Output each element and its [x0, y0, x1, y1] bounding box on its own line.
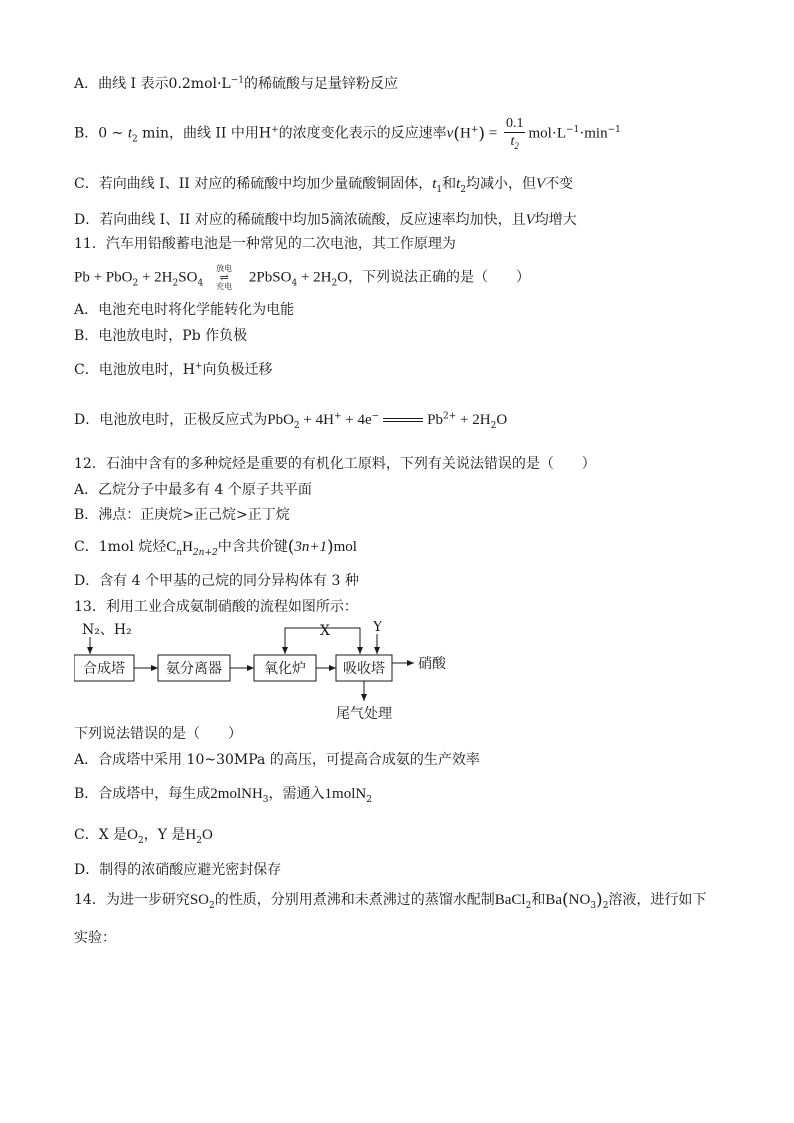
q11-equation: $Pb + PbO_2 + 2H_2SO_4$ 放电 ⇌ 充电 2PbSO$_4$ + $2H_2O$，下列说法正确的是（ ）	[74, 264, 531, 291]
q10-option-c: C．若向曲线 I、II 对应的稀硫酸中均加少量硫酸铜固体，$t_1$和$t_2$均减小，但V不变	[74, 176, 574, 195]
output-label: 硝酸	[418, 656, 446, 672]
q12-option-a: A．乙烷分子中最多有 4 个原子共平面	[74, 482, 312, 498]
q10-option-b: B．0 ~ $t_2$ min，曲线 II 中用H+的浓度变化表示的反应速率v(H+) = $\frac{0.1}{t_2}$ $mol\cdot L^{-1}\cdot\min^{-1}$	[74, 116, 621, 151]
q11-option-c: C．电池放电时，H+向负极迁移	[74, 361, 273, 378]
svg-text:吸收塔: 吸收塔	[343, 661, 385, 677]
q14-stem-line2: 实验：	[74, 930, 116, 946]
q12-stem: 12．石油中含有的多种烷烃是重要的有机化工原料，下列有关说法错误的是（ ）	[74, 456, 596, 472]
q12-option-c: C．1mol 烷烃$C_nH_{2n+2}$中含共价键(3n+1)mol	[74, 537, 357, 558]
q12-option-b: B．沸点：正庚烷>正己烷>正丁烷	[74, 507, 290, 523]
q10-option-a: A．曲线 I 表示$0.2mol\cdot L^{-1}$的稀硫酸与足量锌粉反应	[74, 75, 399, 92]
q12-option-d: D．含有 4 个甲基的己烷的同分异构体有 3 种	[74, 573, 359, 589]
x-label: X	[320, 623, 330, 639]
input-label: N₂、H₂	[82, 622, 132, 638]
equals-bar	[383, 418, 423, 422]
reversible-arrow-icon: ⇌	[219, 271, 229, 284]
nitric-acid-flow-diagram	[74, 621, 454, 725]
q11-option-a: A．电池充电时将化学能转化为电能	[74, 302, 295, 318]
svg-text:合成塔: 合成塔	[83, 661, 125, 677]
svg-text:氧化炉: 氧化炉	[264, 661, 306, 677]
q13-option-c: C．X 是$O_2$，Y 是$H_2O$	[74, 827, 213, 846]
q13-stem: 13．利用工业合成氨制硝酸的流程如图所示：	[74, 599, 358, 615]
q10-option-d: D．若向曲线 I、II 对应的稀硫酸中均加5滴浓硫酸，反应速率均加快，且V均增大	[74, 212, 577, 228]
q13-option-a: A．合成塔中采用 10~30MPa 的高压，可提高合成氨的生产效率	[74, 752, 480, 768]
q11-stem: 11．汽车用铅酸蓄电池是一种常见的二次电池，其工作原理为	[74, 236, 456, 252]
y-label: Y	[373, 621, 383, 635]
svg-text:氨分离器: 氨分离器	[166, 661, 222, 677]
waste-label: 尾气处理	[336, 706, 392, 722]
q13-ask: 下列说法错误的是（ ）	[74, 726, 242, 742]
q13-option-d: D．制得的浓硝酸应避光密封保存	[74, 862, 282, 878]
q11-option-d: D．电池放电时，正极反应式为PbO$_2$ + 4H+ + 4e− $Pb^{2+} + 2H_2O$	[74, 411, 508, 431]
q13-option-b: B．合成塔中，每生成2molNH$_3$，需通入1molN$_2$	[74, 786, 372, 805]
q14-stem-line1: 14．为进一步研究$SO_2$的性质，分别用煮沸和未煮沸过的蒸馏水配制BaCl$_2$和$Ba(NO_3)_2$溶液，进行如下	[74, 890, 707, 911]
rate-fraction: $\frac{0.1}{t_2}$	[505, 116, 524, 151]
q11-option-b: B．电池放电时，Pb 作负极	[74, 328, 248, 344]
reaction-condition: 放电 ⇌ 充电	[207, 264, 241, 291]
